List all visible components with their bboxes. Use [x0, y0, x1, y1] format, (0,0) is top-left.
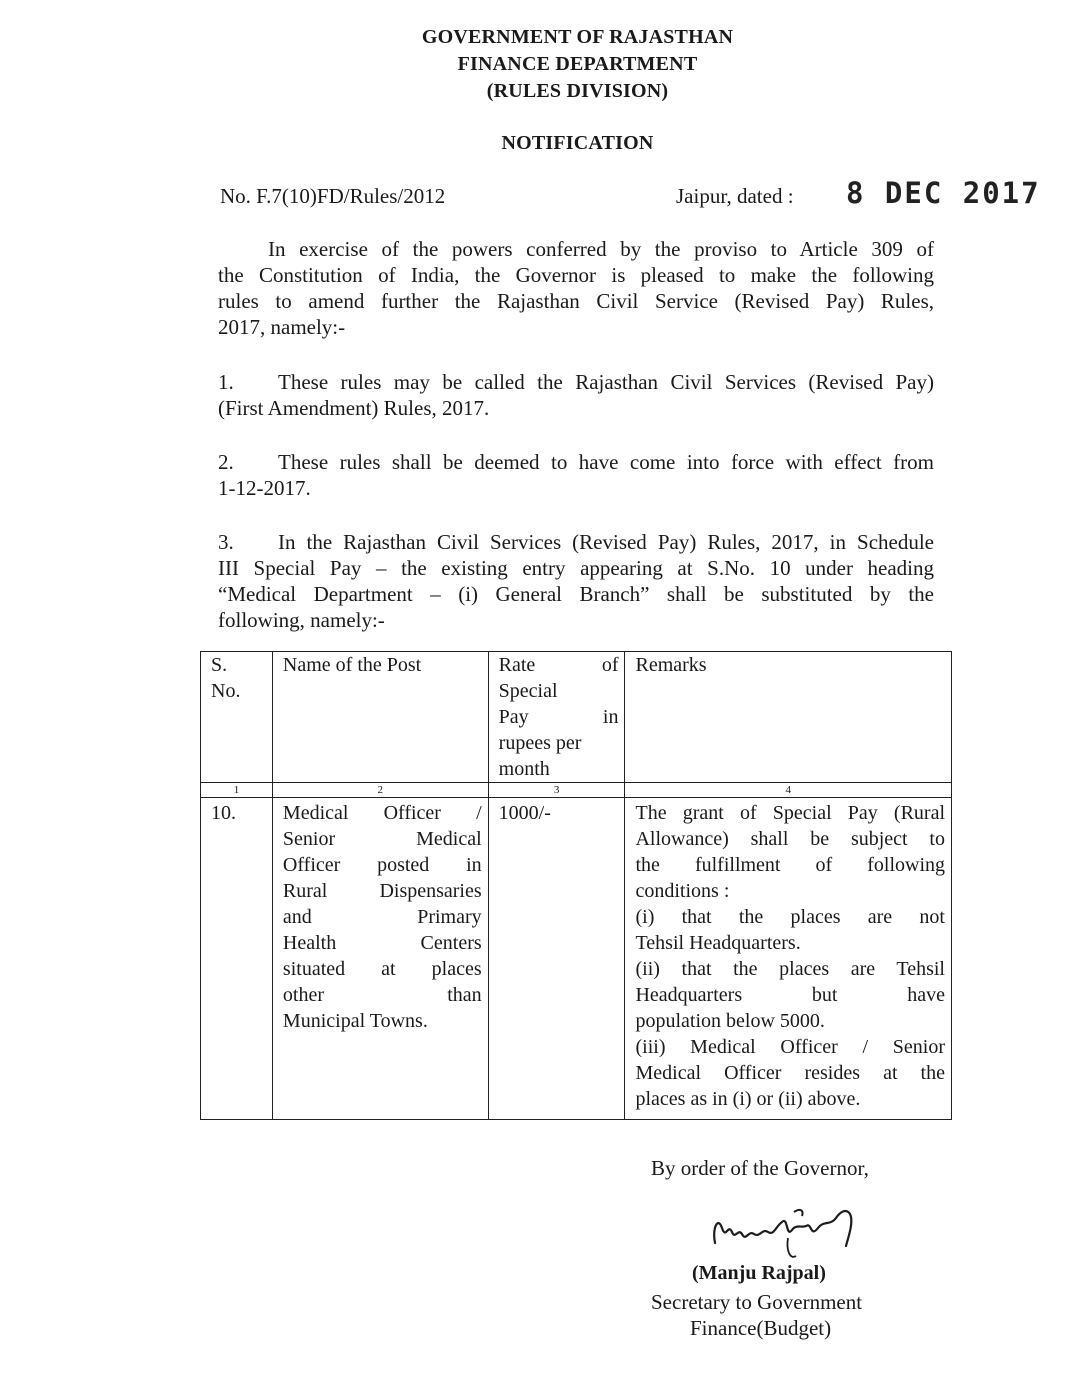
rule-3 — [218, 529, 934, 633]
rule-text-line: III Special Pay – the existing entry appearing at S.No. 10 under heading — [218, 556, 934, 580]
reference-number: No. F.7(10)FD/Rules/2012 — [220, 184, 446, 208]
rule-number: 3. — [218, 530, 234, 554]
header-post: Name of the Post — [272, 652, 488, 783]
header-rate: Rate of Special Pay in rupees per month — [488, 652, 625, 783]
rule-text-line: (First Amendment) Rules, 2017. — [218, 396, 490, 420]
rule-text-line: “Medical Department – (i) General Branch” shall be substituted by the — [218, 582, 934, 606]
rule-text-line: following, namely:- — [218, 608, 385, 632]
designation: Secretary to Government — [651, 1290, 863, 1314]
by-order-text: By order of the Governor, — [651, 1156, 869, 1180]
rule-2 — [218, 449, 934, 501]
intro-line: rules to amend further the Rajasthan Civil Service (Revised Pay) Rules, — [218, 289, 934, 313]
header-division: (RULES DIVISION) — [486, 80, 669, 102]
date-stamp: 8 DEC 2017 — [846, 176, 1041, 210]
notification-title: NOTIFICATION — [501, 132, 654, 154]
rule-1 — [218, 369, 934, 421]
rule-number: 1. — [218, 370, 234, 394]
table-row — [201, 798, 952, 1120]
column-number: 4 — [625, 783, 952, 798]
row-remarks: The grant of Special Pay (Rural Allowance) shall be subject to the fulfillment of following conditions : (i) that the places are not Tehsil Headquarters. (ii) that the places are Tehsil Headquarters but have population below 5000. (iii) Medical Officer / Senior Medical Officer resides at the places as in (i) or (ii) above. — [625, 798, 952, 1120]
signatory-name: (Manju Rajpal) — [692, 1262, 826, 1284]
rule-text-line: In the Rajasthan Civil Services (Revised Pay) Rules, 2017, in Schedule — [278, 530, 934, 554]
intro-line: In exercise of the powers conferred by the proviso to Article 309 of — [268, 237, 934, 261]
department: Finance(Budget) — [690, 1316, 832, 1340]
special-pay-table — [200, 651, 952, 1120]
rule-text-line: These rules shall be deemed to have come into force with effect from — [278, 450, 934, 474]
column-number: 3 — [488, 783, 625, 798]
intro-line: 2017, namely:- — [218, 315, 346, 339]
header-department: FINANCE DEPARTMENT — [457, 53, 698, 75]
rule-text-line: 1-12-2017. — [218, 476, 311, 500]
row-post: Medical Officer / Senior Medical Officer posted in Rural Dispensaries and Primary Health Centers situated at places other than Municipal Towns. — [272, 798, 488, 1120]
rule-text-line: These rules may be called the Rajasthan Civil Services (Revised Pay) — [278, 370, 934, 394]
rule-number: 2. — [218, 450, 234, 474]
header-government: GOVERNMENT OF RAJASTHAN — [421, 26, 734, 48]
row-sno: 10. — [201, 798, 273, 1120]
intro-paragraph — [218, 236, 934, 340]
column-number-row — [201, 783, 952, 798]
intro-line: the Constitution of India, the Governor is pleased to make the following — [218, 263, 934, 287]
dated-label: Jaipur, dated : — [676, 184, 794, 208]
header-sno: S. No. — [201, 652, 273, 783]
column-number: 1 — [201, 783, 273, 798]
header-remarks: Remarks — [625, 652, 952, 783]
table-header-row — [201, 652, 952, 783]
row-rate: 1000/- — [488, 798, 625, 1120]
column-number: 2 — [272, 783, 488, 798]
